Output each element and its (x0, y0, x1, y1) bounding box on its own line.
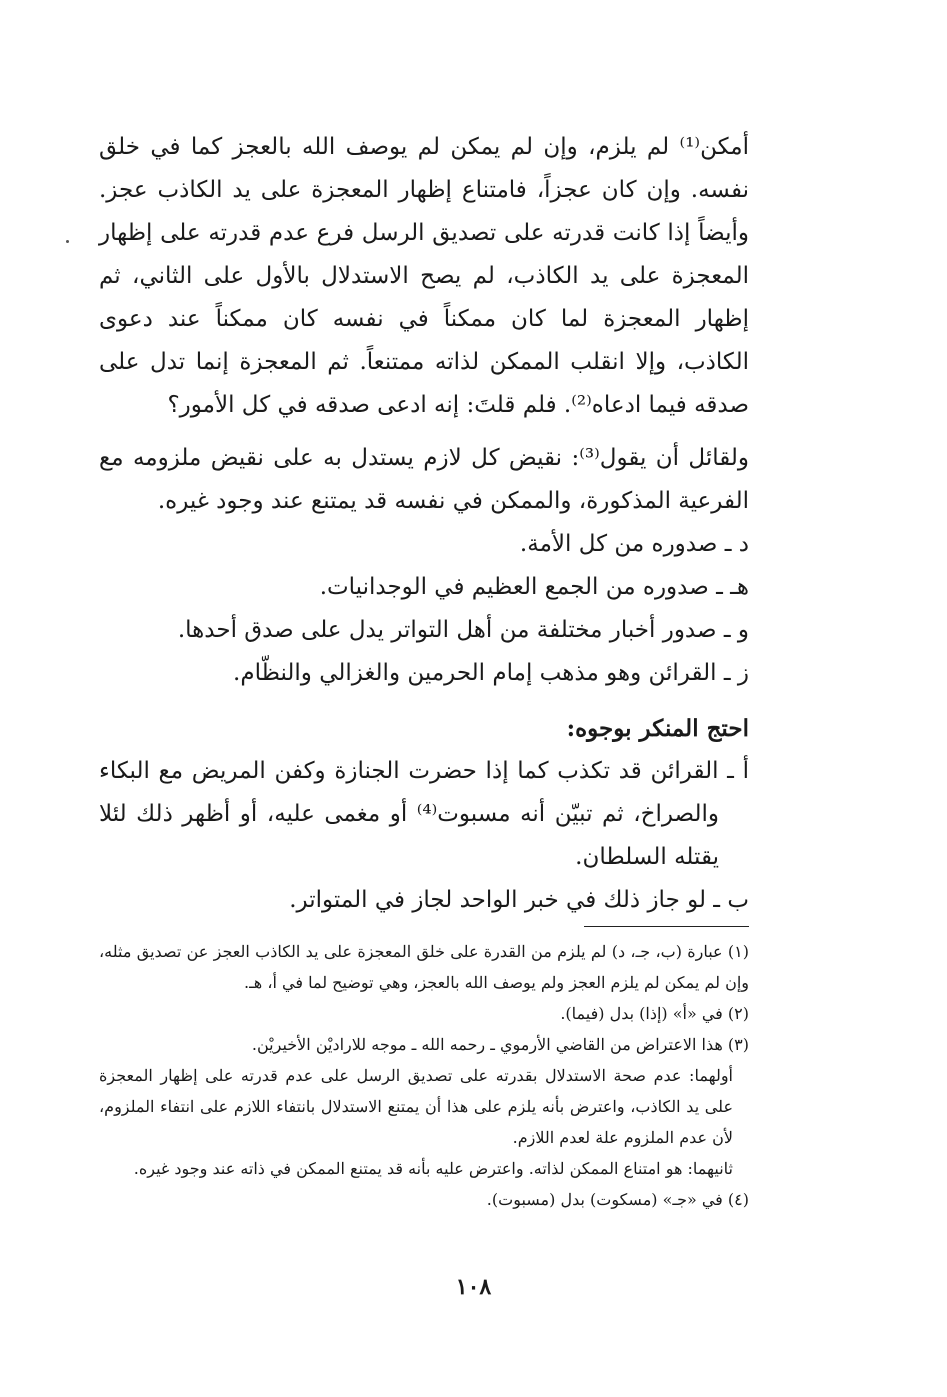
footnote-divider (584, 926, 749, 927)
footnotes (99, 936, 749, 1215)
footnote-3: (٣) هذا الاعتراض من القاضي الأرموي ـ رحمه الله ـ موجه للاراديْن الأخيريْن. (251, 1035, 749, 1054)
footnote-3-first: أولهما: عدم صحة الاستدلال بقدرته على تصديق الرسل على عدم قدرته على إظهار المعجزة على يد الكاذب، واعترض بأنه يلزم على هذا أن يمتنع الاستدلال بانتفاء اللازم على انتفاء الملزوم، لأن عدم الملزوم علة لعدم اللازم. (99, 1066, 733, 1147)
scan-speck (66, 240, 69, 243)
paragraph-1: أمكن⁽¹⁾ لم يلزم، وإن لم يمكن لم يوصف الله بالعجز كما في خلق نفسه. وإن كان عجزاً، فامتناع إظهار المعجزة على يد الكاذب عجز. وأيضاً إذا كانت قدرته على تصديق الرسل فرع عدم قدرته على إظهار المعجزة على يد الكاذب، لم يصح الاستدلال بالأول على الثاني، ثم إظهار المعجزة لما كان ممكناً في نفسه كان ممكناً عند دعوى الكاذب، وإلا انقلب الممكن لذاته ممتنعاً. ثم المعجزة إنما تدل على صدقه فيما ادعاه⁽²⁾. فلم قلتَ: إنه ادعى صدقه في كل الأمور؟ (99, 134, 749, 418)
section-heading: احتج المنكر بوجوه: (566, 715, 749, 742)
footnote-4: (٤) في «جـ» (مسكوت) بدل (مسبوت). (486, 1190, 749, 1209)
argument-alif: أ ـ القرائن قد تكذب كما إذا حضرت الجنازة وكفن المريض مع البكاء والصراخ، ثم تبيّن أنه مسبوت⁽⁴⁾ أو مغمى عليه، أو أظهر ذلك لئلا يقتله السلطان. (99, 758, 749, 870)
footnote-1: (١) عبارة (ب، جـ، د) لم يلزم من القدرة على خلق المعجزة على يد الكاذب العجز عن تصديق مثله، وإن لم يمكن لم يلزم العجز ولم يوصف الله بالعجز، وهي توضيح لما في أ، هـ. (99, 942, 749, 992)
footnote-3-second: ثانيهما: هو امتناع الممكن لذاته. واعترض عليه بأنه قد يمتنع الممكن في ذاته عند وجود غيره. (133, 1159, 733, 1178)
list-item-zay: ز ـ القرائن وهو مذهب إمام الحرمين والغزالي والنظّام. (233, 660, 749, 686)
argument-ba: ب ـ لو جاز ذلك في خبر الواحد لجاز في المتواتر. (289, 887, 749, 913)
footnote-2: (٢) في «أ» (إذا) بدل (فيما). (560, 1004, 749, 1023)
page-number: ١٠٨ (455, 1274, 492, 1300)
list-item-ha: هـ ـ صدوره من الجمع العظيم في الوجدانيات. (319, 574, 749, 600)
paragraph-2: ولقائل أن يقول⁽³⁾: نقيض كل لازم يستدل به على نقيض ملزومه مع الفرعية المذكورة، والممكن في نفسه قد يمتنع عند وجود غيره. (99, 445, 749, 514)
main-text (99, 126, 749, 922)
list-item-waw: و ـ صدور أخبار مختلفة من أهل التواتر يدل على صدق أحدها. (177, 617, 749, 643)
list-item-dal: د ـ صدوره من كل الأمة. (519, 531, 749, 557)
